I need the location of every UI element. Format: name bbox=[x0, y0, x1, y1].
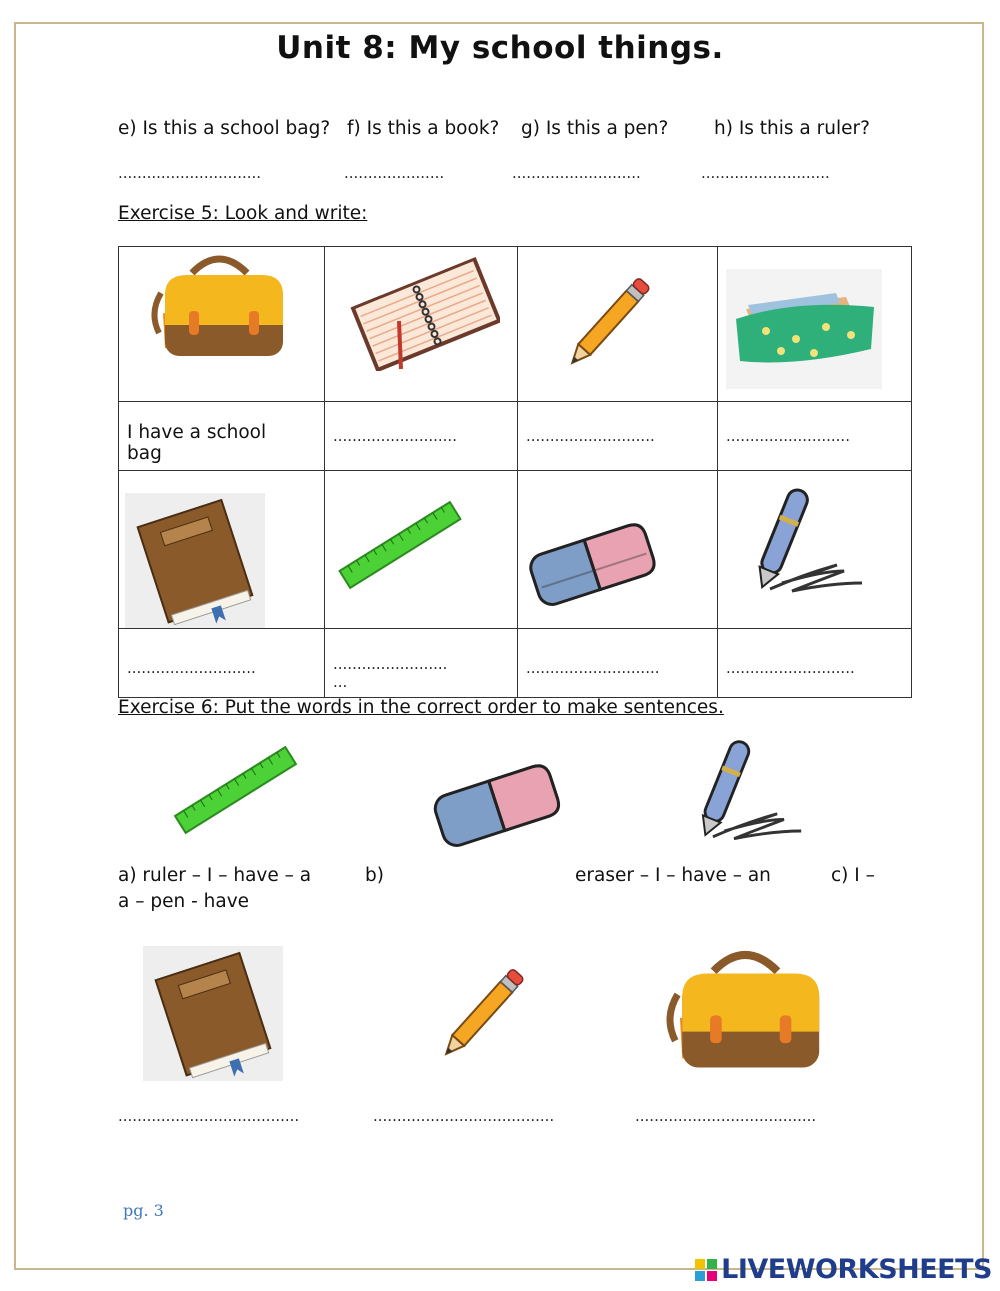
cell-pencil bbox=[518, 247, 718, 402]
page-number: pg. 3 bbox=[123, 1201, 164, 1220]
answer-blank-g[interactable]: ........................... bbox=[512, 164, 641, 182]
row1-answer-2[interactable] bbox=[325, 402, 518, 471]
logo-text: LIVEWORKSHEETS bbox=[721, 1254, 992, 1285]
sentence-a: a) ruler – I – have – a bbox=[118, 865, 312, 886]
cell-school-bag bbox=[119, 247, 325, 402]
row2-answer-1[interactable] bbox=[119, 629, 325, 698]
notebook-icon bbox=[345, 251, 500, 371]
answer-blank[interactable]: ............................ bbox=[526, 659, 660, 677]
exercise5-table bbox=[118, 246, 912, 698]
school-bag-icon bbox=[147, 253, 292, 365]
pen-icon bbox=[682, 735, 810, 855]
cell-ruler bbox=[325, 471, 518, 629]
answer-blank[interactable]: ........................ bbox=[333, 655, 448, 673]
question-f: f) Is this a book? bbox=[347, 118, 500, 139]
answer-blank-school-bag[interactable]: ...................................... bbox=[635, 1107, 817, 1125]
answer-blank-f[interactable]: ..................... bbox=[344, 164, 445, 182]
answer-blank[interactable]: ........................... bbox=[726, 659, 855, 677]
eraser-icon bbox=[428, 752, 563, 852]
eraser-icon bbox=[526, 511, 656, 611]
answer-blank-pencil[interactable]: ...................................... bbox=[373, 1107, 555, 1125]
row1-answer-1 bbox=[119, 402, 325, 471]
answer-blank-h[interactable]: ........................... bbox=[701, 164, 830, 182]
cell-pencil-case bbox=[718, 247, 912, 402]
row2-answer-4[interactable] bbox=[718, 629, 912, 698]
answer-blank-book[interactable]: ...................................... bbox=[118, 1107, 300, 1125]
cell-book bbox=[119, 471, 325, 629]
question-e: e) Is this a school bag? bbox=[118, 118, 331, 139]
pencil-icon bbox=[554, 267, 664, 377]
pencil-case-icon bbox=[726, 269, 882, 389]
row1-answer-3[interactable] bbox=[518, 402, 718, 471]
exercise6-heading: Exercise 6: Put the words in the correct order to make sentences. bbox=[118, 697, 724, 718]
exercise5-heading: Exercise 5: Look and write: bbox=[118, 203, 368, 224]
school-bag-icon bbox=[658, 948, 833, 1078]
pencil-icon bbox=[428, 958, 538, 1068]
ruler-icon bbox=[168, 742, 303, 837]
answer-blank[interactable]: .......................... bbox=[726, 427, 850, 445]
sentence-c-words: a – pen - have bbox=[118, 891, 250, 912]
answer-blank-overflow: ... bbox=[333, 673, 348, 691]
answer-blank-e[interactable]: .............................. bbox=[118, 164, 262, 182]
pen-icon bbox=[742, 483, 867, 608]
cell-pen bbox=[718, 471, 912, 629]
sentence-c-label: c) I – bbox=[831, 865, 875, 886]
page-title: Unit 8: My school things. bbox=[276, 30, 724, 66]
example-sentence-line1: I have a school bbox=[127, 422, 267, 443]
question-h: h) Is this a ruler? bbox=[714, 118, 870, 139]
book-icon bbox=[125, 493, 265, 628]
logo-squares-icon bbox=[695, 1259, 717, 1281]
question-g: g) Is this a pen? bbox=[521, 118, 669, 139]
row1-answer-4[interactable] bbox=[718, 402, 912, 471]
cell-notebook bbox=[325, 247, 518, 402]
cell-eraser bbox=[518, 471, 718, 629]
answer-blank[interactable]: ........................... bbox=[127, 659, 256, 677]
sentence-b-words: eraser – I – have – an bbox=[575, 865, 771, 886]
sentence-b-label: b) bbox=[365, 865, 384, 886]
answer-blank[interactable]: .......................... bbox=[333, 427, 457, 445]
book-icon bbox=[143, 946, 283, 1081]
example-sentence-line2: bag bbox=[127, 443, 162, 464]
answer-blank[interactable]: ........................... bbox=[526, 427, 655, 445]
row2-answer-2[interactable] bbox=[325, 629, 518, 698]
liveworksheets-logo[interactable] bbox=[695, 1254, 992, 1285]
row2-answer-3[interactable] bbox=[518, 629, 718, 698]
ruler-icon bbox=[335, 497, 465, 592]
